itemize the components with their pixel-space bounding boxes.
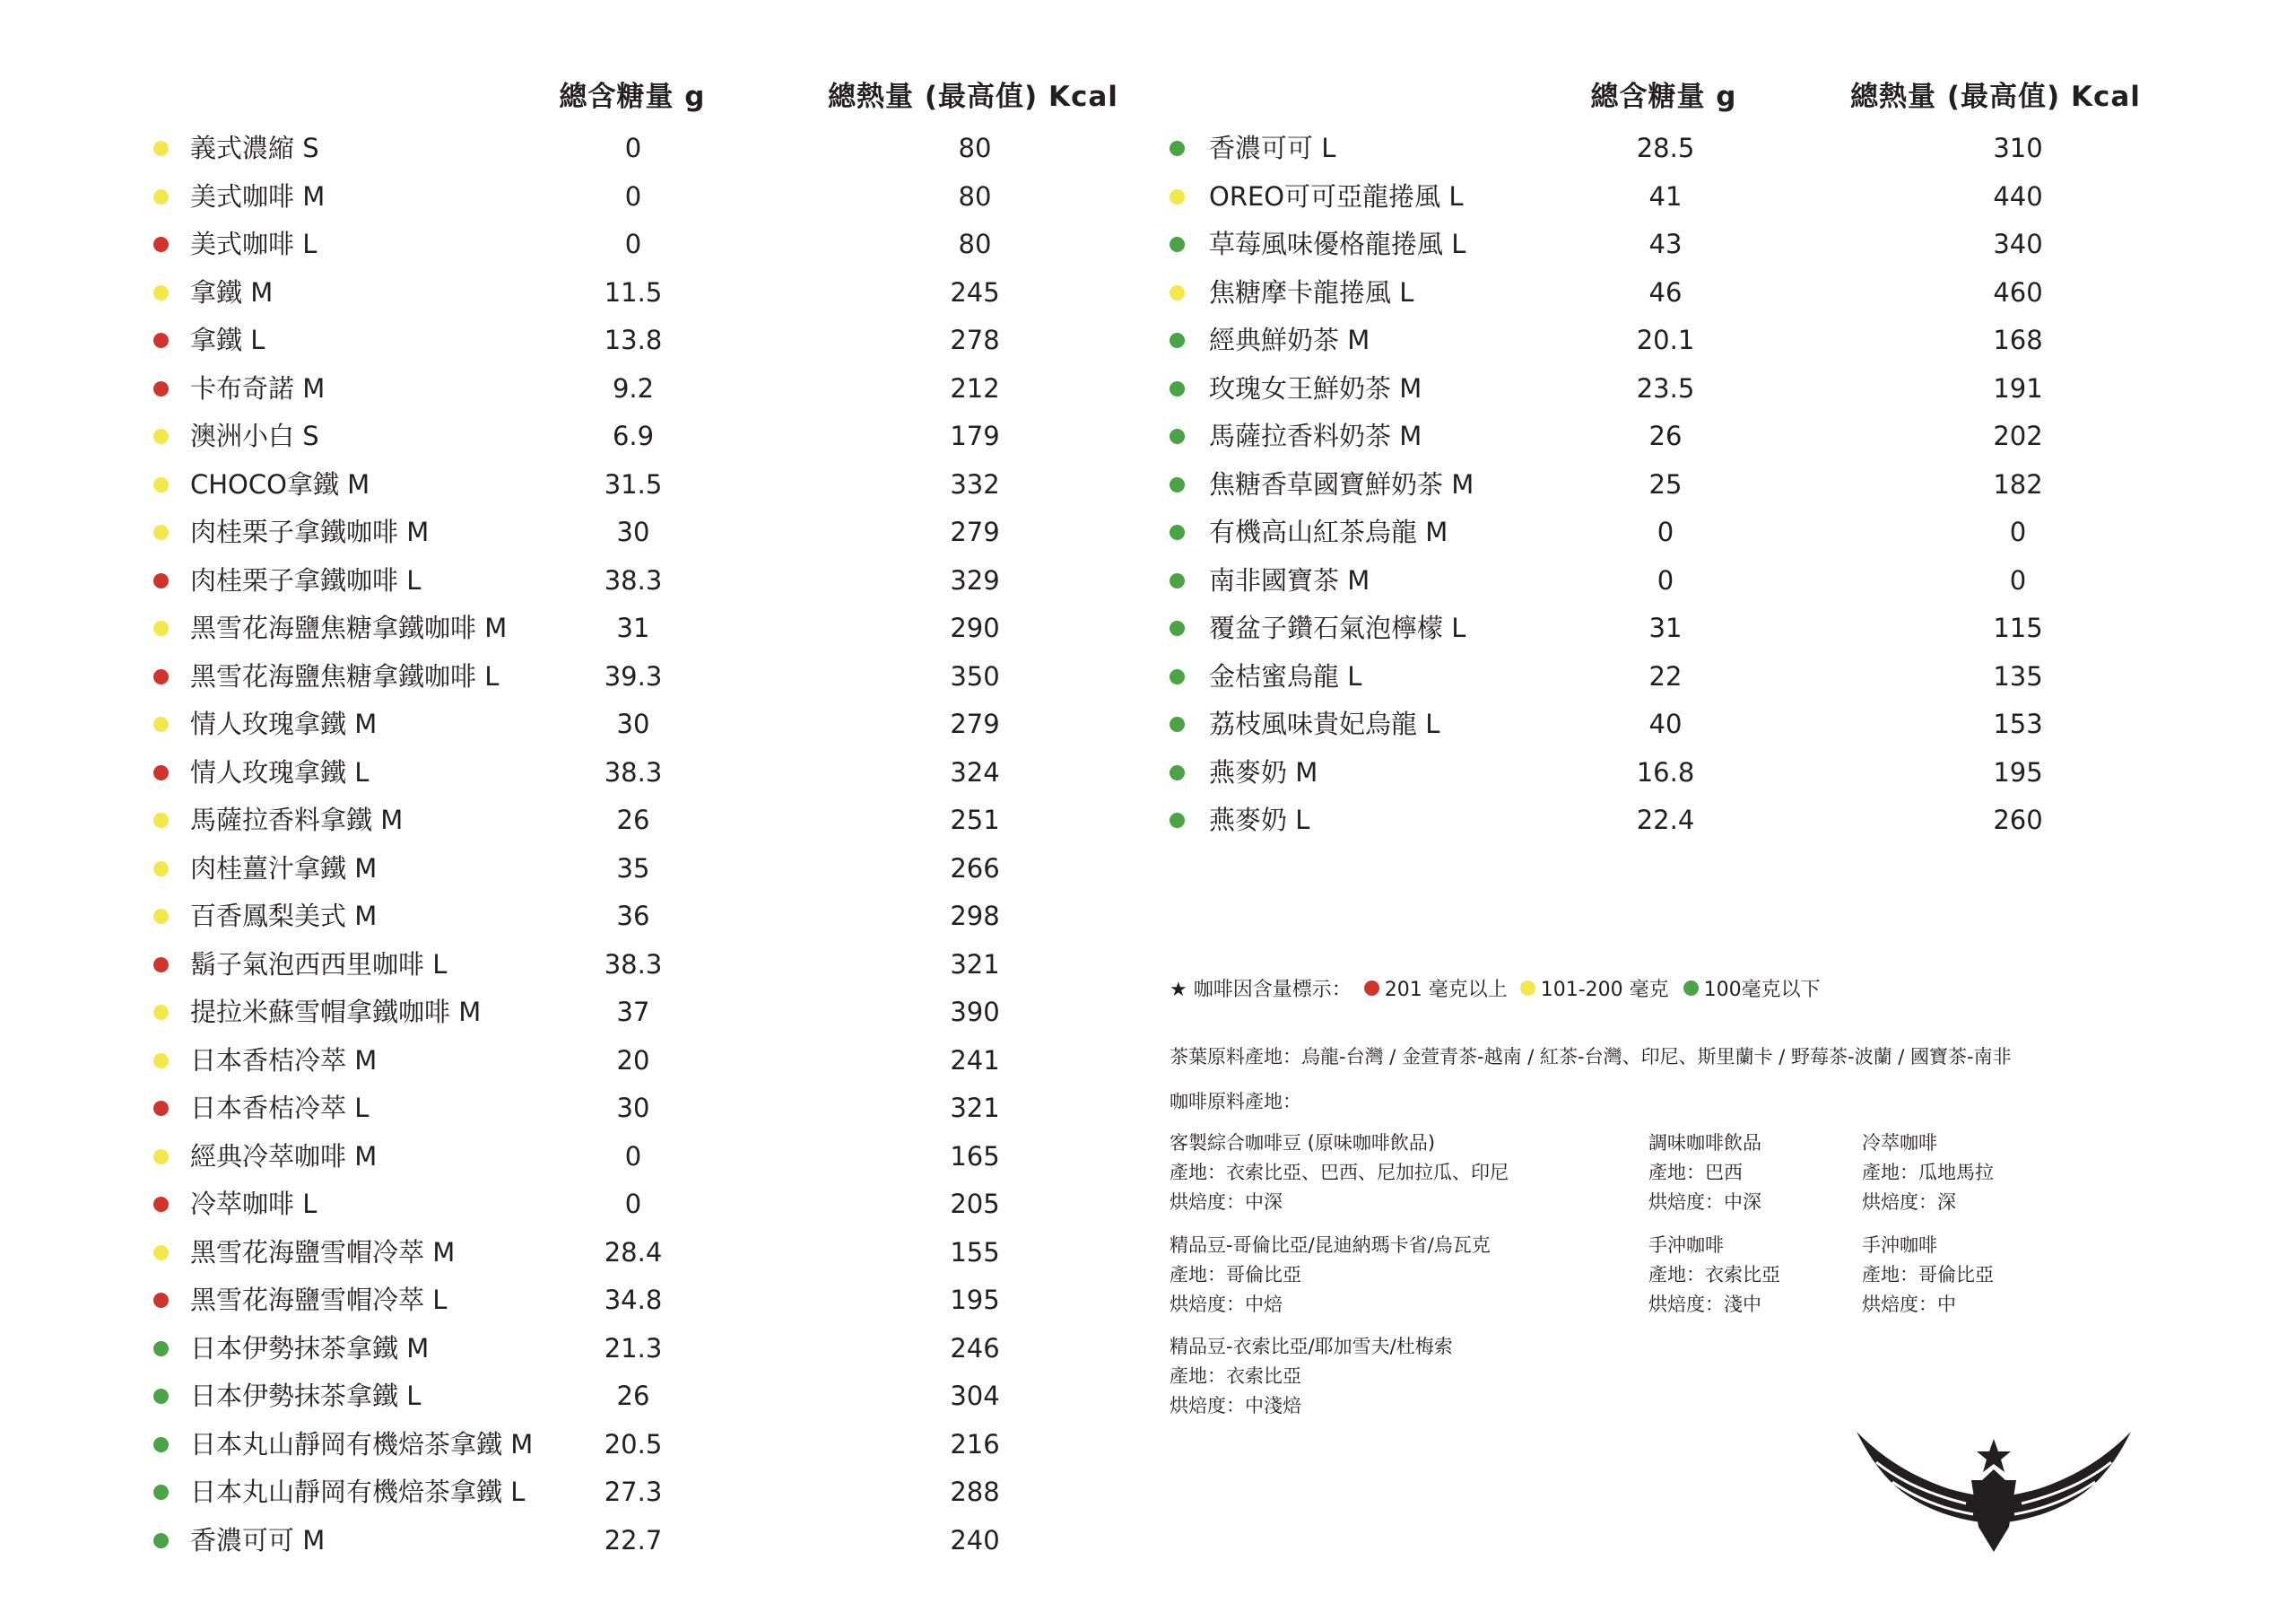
drink-name: 覆盆子鑽石氣泡檸檬 L xyxy=(1209,613,1466,643)
drink-row xyxy=(0,893,2296,941)
drink-row xyxy=(0,413,2296,461)
sugar-value: 38.3 xyxy=(604,756,663,788)
sugar-value: 37 xyxy=(616,997,650,1027)
legend-red-dot xyxy=(1364,980,1379,996)
legend-prefix: ★ 咖啡因含量標示： xyxy=(1170,979,1352,1001)
legend-yellow-label: 101-200 毫克 xyxy=(1540,979,1669,1001)
calories-value: 329 xyxy=(950,564,1000,596)
drink-name: 情人玫瑰拿鐵 L xyxy=(190,756,370,788)
calories-value: 245 xyxy=(950,276,1000,308)
drink-row xyxy=(0,173,2296,222)
sugar-value: 28.5 xyxy=(1636,133,1695,163)
caffeine-yellow-dot xyxy=(153,1149,169,1164)
block-title: 手沖咖啡 xyxy=(1862,1234,1937,1256)
sugar-value: 0 xyxy=(1657,564,1674,596)
left-sugar-header: 總含糖量 g xyxy=(559,81,706,113)
drink-name: 百香鳳梨美式 M xyxy=(190,901,378,931)
drink-row xyxy=(0,1325,2296,1373)
caffeine-green-dot xyxy=(1170,381,1185,397)
calories-value: 246 xyxy=(950,1332,1000,1364)
calories-value: 390 xyxy=(950,997,1000,1027)
block-title: 客製綜合咖啡豆 (原味咖啡飲品) xyxy=(1170,1132,1436,1154)
drink-name: 香濃可可 L xyxy=(1209,133,1336,163)
caffeine-red-dot xyxy=(153,957,169,972)
caffeine-green-dot xyxy=(153,1485,169,1500)
sugar-value: 41 xyxy=(1648,180,1683,212)
sugar-value: 13.8 xyxy=(604,325,663,355)
tea-origin-note: 茶葉原料產地：烏龍-台灣 / 金萱青茶-越南 / 紅茶-台灣、印尼、斯里蘭卡 / 野莓茶-波蘭 / 國寶茶-南非 xyxy=(1170,1046,2012,1068)
drink-row xyxy=(0,749,2296,797)
drink-name: 提拉米蘇雪帽拿鐵咖啡 M xyxy=(190,997,482,1027)
sugar-value: 21.3 xyxy=(604,1332,663,1364)
caffeine-green-dot xyxy=(1170,477,1185,492)
drink-name: 肉桂薑汁拿鐵 M xyxy=(190,852,378,884)
caffeine-yellow-dot xyxy=(153,909,169,924)
drink-row xyxy=(0,509,2296,557)
sugar-value: 26 xyxy=(1648,421,1683,451)
calories-value: 321 xyxy=(950,948,1000,980)
sugar-value: 26 xyxy=(616,805,650,835)
sugar-value: 35 xyxy=(616,852,650,884)
drink-row xyxy=(0,941,2296,989)
caffeine-green-dot xyxy=(1170,333,1185,348)
drink-row xyxy=(0,365,2296,414)
calories-value: 80 xyxy=(958,133,992,163)
block-roast: 烘焙度：深 xyxy=(1862,1191,1956,1213)
sugar-value: 20 xyxy=(616,1044,650,1076)
calories-value: 182 xyxy=(1993,468,2043,500)
calories-value: 324 xyxy=(950,756,1000,788)
caffeine-green-dot xyxy=(1170,429,1185,444)
coffee-origin-block xyxy=(1648,1231,1780,1320)
caffeine-green-dot xyxy=(1170,621,1185,636)
drink-name: 黑雪花海鹽焦糖拿鐵咖啡 M xyxy=(190,613,508,643)
drink-row xyxy=(0,1085,2296,1133)
drink-name: 有機高山紅茶烏龍 M xyxy=(1209,517,1448,547)
drink-name: 鬍子氣泡西西里咖啡 L xyxy=(190,948,448,980)
drink-name: 焦糖摩卡龍捲風 L xyxy=(1209,276,1414,308)
block-title: 精品豆-哥倫比亞/昆迪納瑪卡省/烏瓦克 xyxy=(1170,1234,1491,1256)
caffeine-yellow-dot xyxy=(1170,285,1185,301)
sugar-value: 22.7 xyxy=(604,1524,663,1556)
drink-row xyxy=(0,989,2296,1037)
drink-name: 澳洲小白 S xyxy=(190,421,319,451)
drink-row xyxy=(0,125,2296,173)
drink-name: OREO可可亞龍捲風 L xyxy=(1209,180,1464,212)
sugar-value: 23.5 xyxy=(1636,372,1695,404)
left-calories-header: 總熱量 (最高值) Kcal xyxy=(828,81,1118,113)
drink-name: 燕麥奶 M xyxy=(1209,756,1318,788)
calories-value: 0 xyxy=(2009,517,2027,547)
drink-row xyxy=(0,221,2296,269)
drink-name: 香濃可可 M xyxy=(190,1524,326,1556)
drink-row xyxy=(0,605,2296,653)
calories-value: 135 xyxy=(1993,660,2043,692)
block-title: 手沖咖啡 xyxy=(1648,1234,1724,1256)
drink-name: 日本香桔冷萃 L xyxy=(190,1093,370,1123)
calories-value: 278 xyxy=(950,325,1000,355)
block-origin: 產地：衣索比亞 xyxy=(1648,1264,1780,1285)
caffeine-yellow-dot xyxy=(1170,189,1185,205)
sugar-value: 34.8 xyxy=(604,1285,663,1315)
drink-row xyxy=(0,557,2296,606)
block-origin: 產地：巴西 xyxy=(1648,1162,1743,1183)
calories-value: 168 xyxy=(1993,325,2043,355)
coffee-origin-block xyxy=(1862,1231,1994,1320)
drink-name: 冷萃咖啡 L xyxy=(190,1189,317,1219)
calories-value: 440 xyxy=(1993,180,2043,212)
calories-value: 460 xyxy=(1993,276,2043,308)
caffeine-green-dot xyxy=(1170,669,1185,684)
drink-name: 拿鐵 M xyxy=(190,276,274,308)
block-origin: 產地：哥倫比亞 xyxy=(1862,1264,1994,1285)
calories-value: 153 xyxy=(1993,709,2043,739)
sugar-value: 46 xyxy=(1648,276,1683,308)
sugar-value: 0 xyxy=(624,133,642,163)
drink-name: 拿鐵 L xyxy=(190,325,265,355)
sugar-value: 20.5 xyxy=(604,1428,663,1460)
legend-red-label: 201 毫克以上 xyxy=(1384,979,1508,1001)
calories-value: 279 xyxy=(950,517,1000,547)
drink-name: 黑雪花海鹽焦糖拿鐵咖啡 L xyxy=(190,660,500,692)
calories-value: 165 xyxy=(950,1140,1000,1172)
calories-value: 332 xyxy=(950,468,1000,500)
caffeine-green-dot xyxy=(153,1437,169,1452)
drink-name: 日本伊勢抹茶拿鐵 L xyxy=(190,1381,422,1411)
block-roast: 烘焙度：中深 xyxy=(1170,1191,1283,1213)
drink-name: 玫瑰女王鮮奶茶 M xyxy=(1209,372,1422,404)
drink-name: 日本丸山靜岡有機焙茶拿鐵 L xyxy=(190,1477,526,1507)
block-roast: 烘焙度：中 xyxy=(1862,1294,1956,1315)
sugar-value: 30 xyxy=(616,709,650,739)
sugar-value: 6.9 xyxy=(612,421,655,451)
calories-value: 251 xyxy=(950,805,1000,835)
drink-row xyxy=(0,797,2296,845)
drink-row xyxy=(0,269,2296,318)
caffeine-green-dot xyxy=(153,1389,169,1404)
sugar-value: 26 xyxy=(616,1381,650,1411)
coffee-origin-block xyxy=(1170,1332,1453,1421)
sugar-value: 25 xyxy=(1648,468,1683,500)
drink-name: 美式咖啡 M xyxy=(190,180,326,212)
sugar-value: 0 xyxy=(624,1140,642,1172)
drink-row xyxy=(0,1373,2296,1421)
calories-value: 80 xyxy=(958,229,992,259)
calories-value: 155 xyxy=(950,1236,1000,1268)
block-roast: 烘焙度：淺中 xyxy=(1648,1294,1761,1315)
coffee-origin-block xyxy=(1648,1129,1761,1217)
drink-name: 焦糖香草國寶鮮奶茶 M xyxy=(1209,468,1474,500)
sugar-value: 40 xyxy=(1648,709,1683,739)
calories-value: 304 xyxy=(950,1381,1000,1411)
calories-value: 350 xyxy=(950,660,1000,692)
coffee-origin-title: 咖啡原料產地： xyxy=(1170,1091,1301,1112)
drink-name: 義式濃縮 S xyxy=(190,133,319,163)
drink-name: 卡布奇諾 M xyxy=(190,372,326,404)
caffeine-green-dot xyxy=(1170,717,1185,732)
sugar-value: 0 xyxy=(1657,517,1674,547)
calories-value: 0 xyxy=(2009,564,2027,596)
calories-value: 340 xyxy=(1993,229,2043,259)
caffeine-green-dot xyxy=(1170,141,1185,156)
caffeine-red-dot xyxy=(153,1293,169,1308)
calories-value: 241 xyxy=(950,1044,1000,1076)
block-origin: 產地：衣索比亞 xyxy=(1170,1365,1301,1387)
sugar-value: 36 xyxy=(616,901,650,931)
sugar-value: 27.3 xyxy=(604,1477,663,1507)
calories-value: 310 xyxy=(1993,133,2043,163)
drink-name: 日本丸山靜岡有機焙茶拿鐵 M xyxy=(190,1428,534,1460)
caffeine-green-dot xyxy=(153,1533,169,1548)
calories-value: 115 xyxy=(1993,613,2043,643)
drink-name: 馬薩拉香料奶茶 M xyxy=(1209,421,1422,451)
drink-name: 黑雪花海鹽雪帽冷萃 L xyxy=(190,1285,448,1315)
calories-value: 240 xyxy=(950,1524,1000,1556)
sugar-value: 31 xyxy=(1648,613,1683,643)
drink-name: 草莓風味優格龍捲風 L xyxy=(1209,229,1466,259)
sugar-value: 9.2 xyxy=(612,372,655,404)
sugar-value: 31 xyxy=(616,613,650,643)
calories-value: 191 xyxy=(1993,372,2043,404)
right-calories-header: 總熱量 (最高值) Kcal xyxy=(1850,81,2141,113)
calories-value: 266 xyxy=(950,852,1000,884)
drink-name: 馬薩拉香料拿鐵 M xyxy=(190,805,404,835)
calories-value: 205 xyxy=(950,1189,1000,1219)
caffeine-red-dot xyxy=(153,1197,169,1212)
sugar-value: 31.5 xyxy=(604,468,663,500)
sugar-value: 22.4 xyxy=(1636,805,1695,835)
calories-value: 216 xyxy=(950,1428,1000,1460)
coffee-origin-block xyxy=(1170,1129,1509,1217)
drink-name: 荔枝風味貴妃烏龍 L xyxy=(1209,709,1440,739)
drink-name: 金桔蜜烏龍 L xyxy=(1209,660,1362,692)
drink-name: 肉桂栗子拿鐵咖啡 L xyxy=(190,564,422,596)
legend-green-dot xyxy=(1683,980,1699,996)
calories-value: 279 xyxy=(950,709,1000,739)
drink-row xyxy=(0,317,2296,365)
legend-yellow-dot xyxy=(1520,980,1535,996)
calories-value: 321 xyxy=(950,1093,1000,1123)
sugar-value: 0 xyxy=(624,229,642,259)
block-origin: 產地：瓜地馬拉 xyxy=(1862,1162,1994,1183)
caffeine-red-dot xyxy=(153,1101,169,1116)
sugar-value: 28.4 xyxy=(604,1236,663,1268)
drink-row xyxy=(0,845,2296,893)
sugar-value: 39.3 xyxy=(604,660,663,692)
sugar-value: 38.3 xyxy=(604,564,663,596)
coffee-origin-block xyxy=(1170,1231,1491,1320)
calories-value: 298 xyxy=(950,901,1000,931)
calories-value: 212 xyxy=(950,372,1000,404)
drink-name: 美式咖啡 L xyxy=(190,229,317,259)
block-roast: 烘焙度：中淺焙 xyxy=(1170,1395,1301,1416)
drink-row xyxy=(0,653,2296,702)
sugar-value: 16.8 xyxy=(1636,756,1695,788)
sugar-value: 30 xyxy=(616,1093,650,1123)
calories-value: 288 xyxy=(950,1477,1000,1507)
block-title: 精品豆-衣索比亞/耶加雪夫/杜梅索 xyxy=(1170,1336,1453,1357)
sugar-value: 22 xyxy=(1648,660,1683,692)
drink-name: 日本伊勢抹茶拿鐵 M xyxy=(190,1332,430,1364)
drink-name: 燕麥奶 L xyxy=(1209,805,1310,835)
drink-name: 肉桂栗子拿鐵咖啡 M xyxy=(190,517,430,547)
drink-name: 黑雪花海鹽雪帽冷萃 M xyxy=(190,1236,456,1268)
block-title: 調味咖啡飲品 xyxy=(1648,1132,1761,1154)
caffeine-green-dot xyxy=(1170,813,1185,828)
caffeine-green-dot xyxy=(1170,525,1185,540)
calories-value: 202 xyxy=(1993,421,2043,451)
calories-value: 260 xyxy=(1993,805,2043,835)
eagle-star-logo xyxy=(1857,1426,2131,1552)
block-roast: 烘焙度：中焙 xyxy=(1170,1294,1283,1315)
drink-name: 情人玫瑰拿鐵 M xyxy=(190,709,378,739)
sugar-value: 11.5 xyxy=(604,276,663,308)
block-title: 冷萃咖啡 xyxy=(1862,1132,1937,1154)
caffeine-yellow-dot xyxy=(153,1245,169,1260)
drink-name: CHOCO拿鐵 M xyxy=(190,468,370,500)
caffeine-yellow-dot xyxy=(153,861,169,876)
block-origin: 產地：衣索比亞、巴西、尼加拉瓜、印尼 xyxy=(1170,1162,1509,1183)
sugar-value: 30 xyxy=(616,517,650,547)
legend-green-label: 100毫克以下 xyxy=(1703,979,1821,1001)
drink-row xyxy=(0,461,2296,510)
calories-value: 195 xyxy=(950,1285,1000,1315)
drink-name: 日本香桔冷萃 M xyxy=(190,1044,378,1076)
caffeine-green-dot xyxy=(1170,765,1185,780)
calories-value: 80 xyxy=(958,180,992,212)
caffeine-green-dot xyxy=(1170,573,1185,588)
coffee-origin-block xyxy=(1862,1129,1994,1217)
caffeine-green-dot xyxy=(1170,237,1185,252)
block-origin: 產地：哥倫比亞 xyxy=(1170,1264,1301,1285)
caffeine-yellow-dot xyxy=(153,1005,169,1020)
sugar-value: 38.3 xyxy=(604,948,663,980)
block-roast: 烘焙度：中深 xyxy=(1648,1191,1761,1213)
drink-name: 南非國寶茶 M xyxy=(1209,564,1370,596)
caffeine-legend xyxy=(1170,974,1821,1002)
sugar-value: 43 xyxy=(1648,229,1683,259)
drink-name: 經典冷萃咖啡 M xyxy=(190,1140,378,1172)
calories-value: 179 xyxy=(950,421,1000,451)
sugar-value: 20.1 xyxy=(1636,325,1695,355)
calories-value: 195 xyxy=(1993,756,2043,788)
sugar-value: 0 xyxy=(624,180,642,212)
calories-value: 290 xyxy=(950,613,1000,643)
drink-row xyxy=(0,701,2296,749)
right-sugar-header: 總含糖量 g xyxy=(1590,81,1737,113)
drink-name: 經典鮮奶茶 M xyxy=(1209,325,1370,355)
sugar-value: 0 xyxy=(624,1189,642,1219)
caffeine-green-dot xyxy=(153,1341,169,1356)
caffeine-yellow-dot xyxy=(153,1053,169,1068)
